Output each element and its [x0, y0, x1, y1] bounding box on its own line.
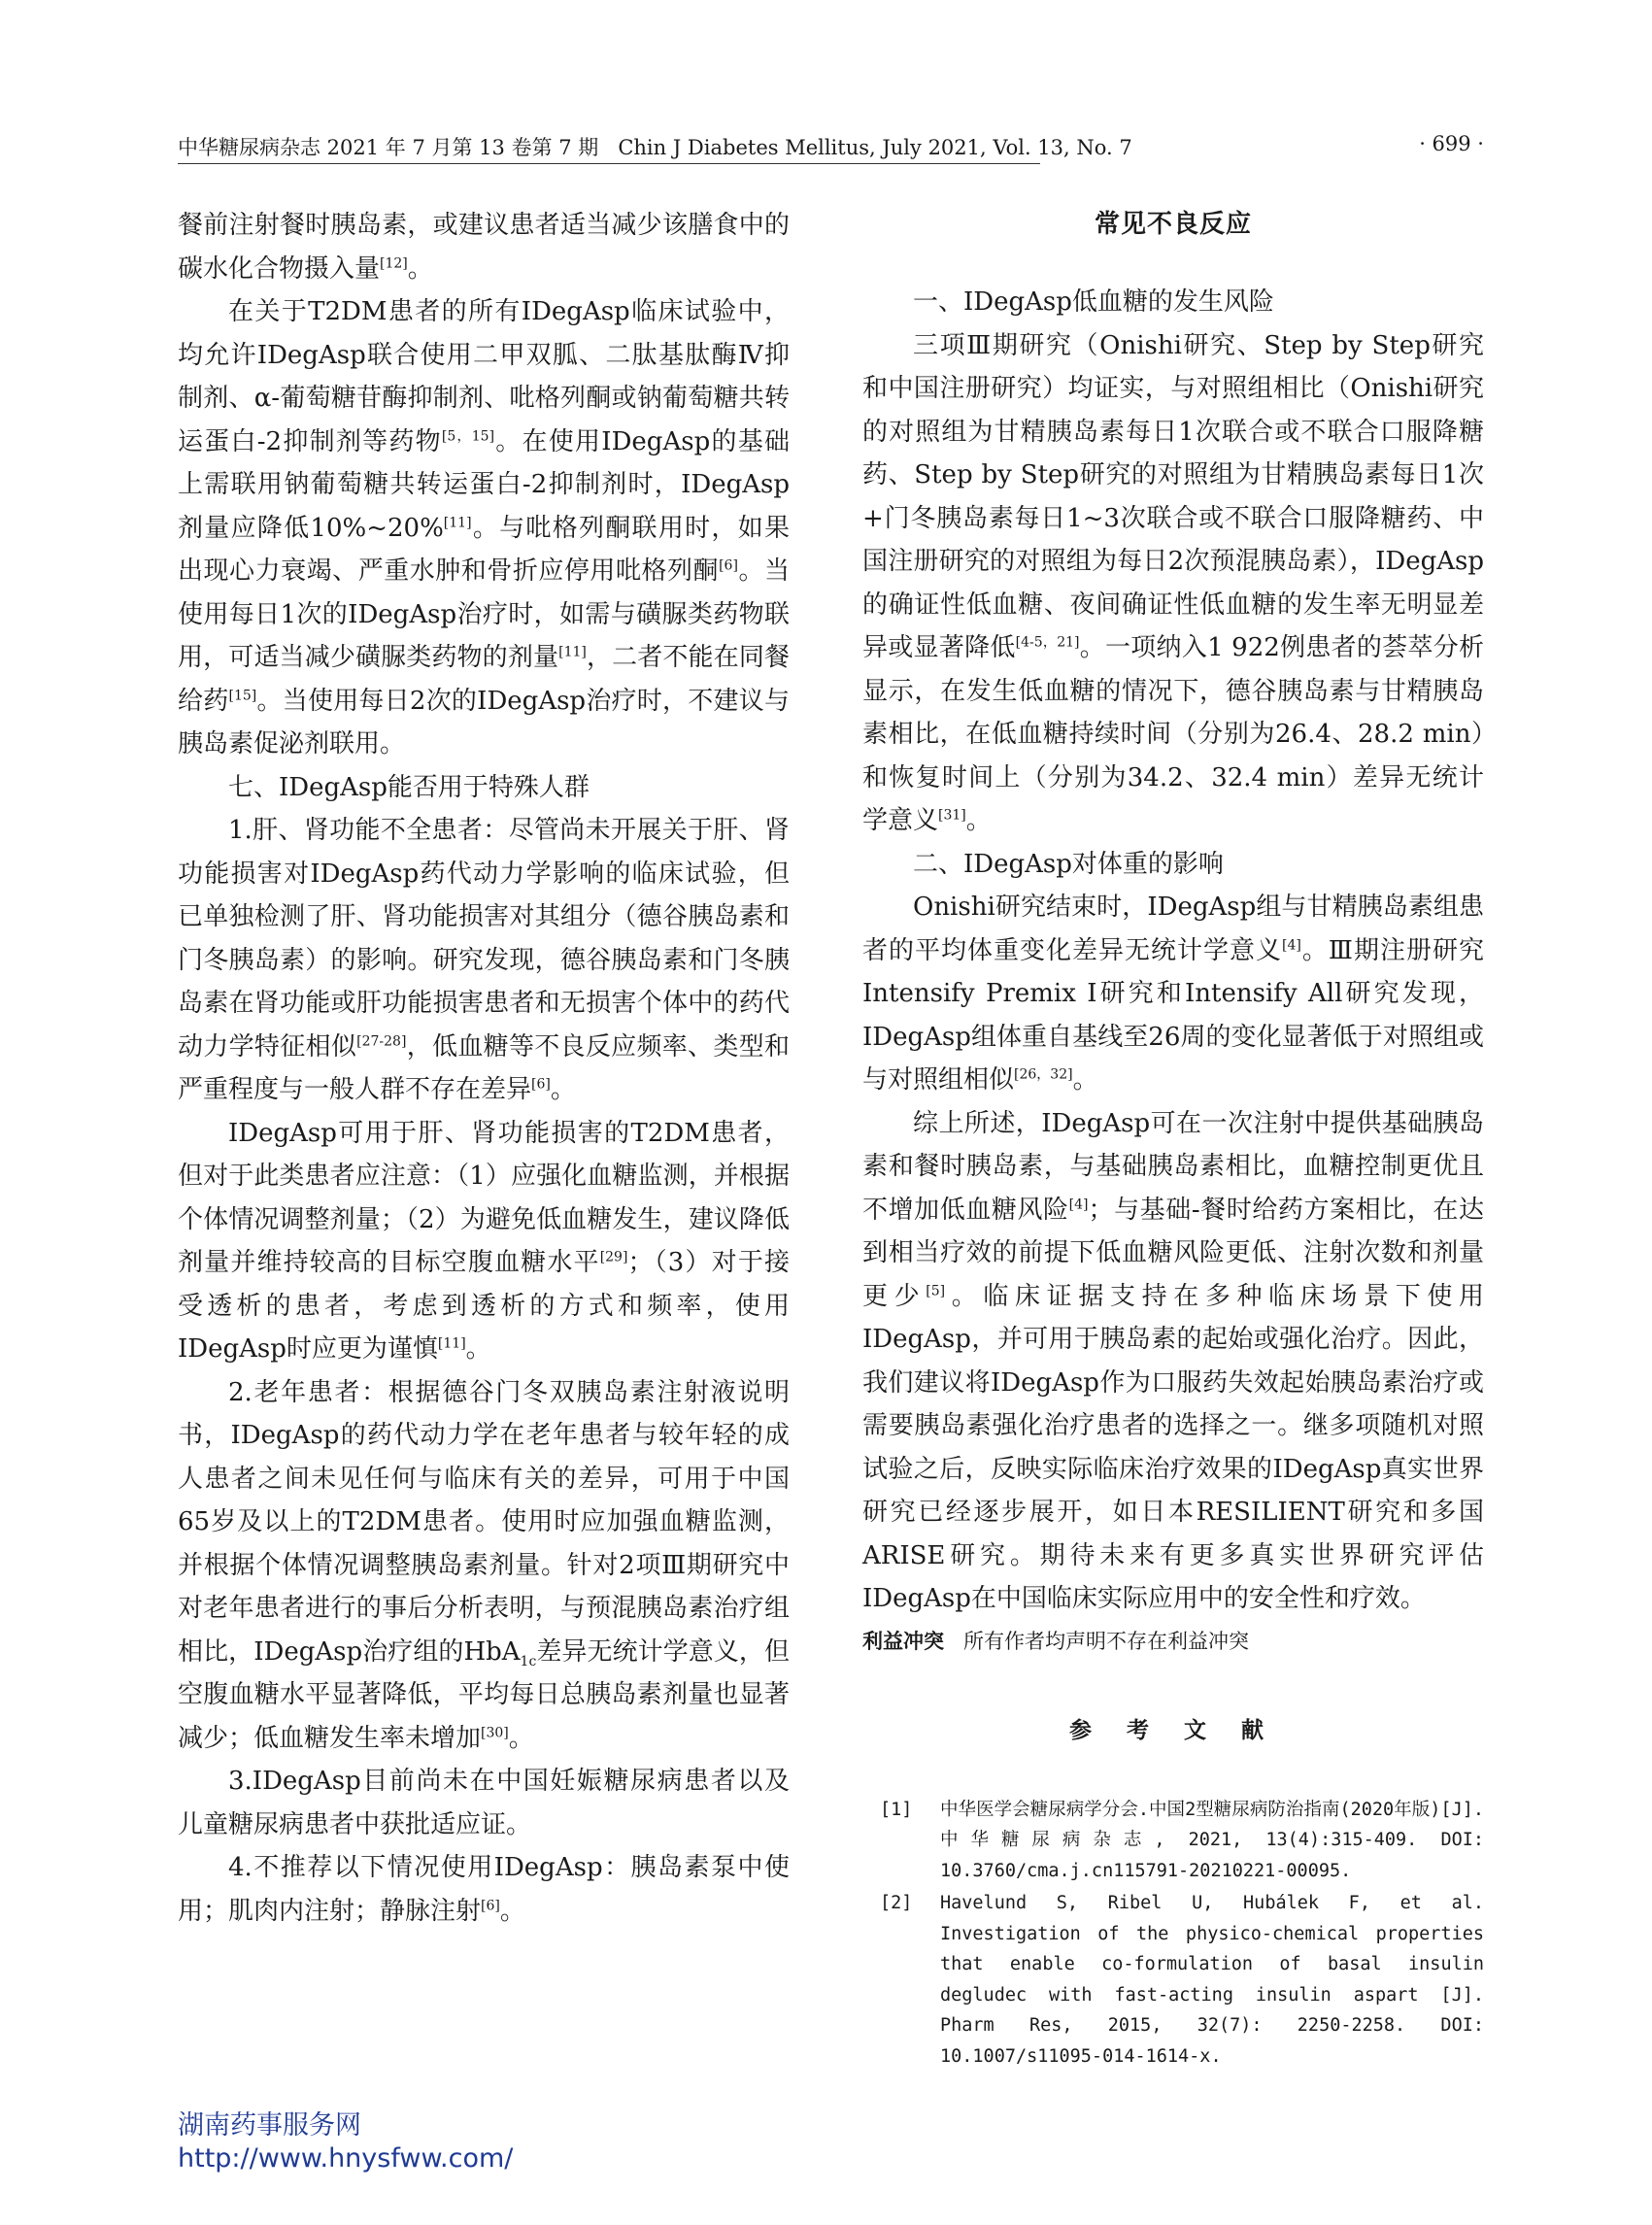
journal-title-cn: 中华糖尿病杂志 2021 年 7 月第 13 卷第 7 期: [178, 136, 599, 159]
subsection-heading-1: 一、IDegAsp低血糖的发生风险: [913, 287, 1274, 317]
paragraph: 2.老年患者：根据德谷门冬双胰岛素注射液说明书，IDegAsp的药代动力学在老年患者与较年轻的成人患者之间未见任何与临床有关的差异，可用于中国65岁及以上的T2DM患者。使用时应加强血糖监测，并根据个体情况调整胰岛素剂量。针对2项Ⅲ期研究中对老年患者进行的事后分析表明，与预混胰岛素治疗组相比，IDegAsp治疗组的HbA$_{1c}$差异无统计学意义，但空腹血糖水平显著降低，平均每日总胰岛素剂量也显著减少；低血糖发生率未增加[30]。: [178, 1377, 790, 1753]
running-header: [178, 132, 1484, 163]
paragraph: 3.IDegAsp目前尚未在中国妊娠糖尿病患者以及儿童糖尿病患者中获批适应证。: [178, 1767, 790, 1839]
paragraph: 1.肝、肾功能不全患者：尽管尚未开展关于肝、肾功能损害对IDegAsp药代动力学影响的临床试验，但已单独检测了肝、肾功能损害对其组分（德谷胰岛素和门冬胰岛素）的影响。研究发现，德谷胰岛素和门冬胰岛素在肾功能或肝功能损害患者和无损害个体中的药代动力学特征相似[27-28]，低血糖等不良反应频率、类型和严重程度与一般人群不存在差异[6]。: [178, 816, 790, 1104]
reference-number: [2]: [880, 1893, 913, 1913]
citation: [11]: [437, 1335, 466, 1352]
citation: [4]: [1282, 936, 1301, 953]
coi-label: 利益冲突: [862, 1629, 944, 1653]
subsection-heading-2: 二、IDegAsp对体重的影响: [913, 849, 1224, 879]
citation: [6]: [719, 557, 738, 574]
citation: [11]: [558, 644, 587, 660]
citation: [27-28]: [356, 1032, 407, 1049]
paragraph: IDegAsp可用于肝、肾功能损害的T2DM患者，但对于此类患者应注意：（1）应强化血糖监测，并根据个体情况调整剂量；（2）为避免低血糖发生，建议降低剂量并维持较高的目标空腹血糖水平[29]；（3）对于接受透析的患者，考虑到透析的方式和频率，使用IDegAsp时应更为谨慎[11]。: [178, 1118, 790, 1364]
references-title: 参 考 文 献: [1068, 1717, 1278, 1743]
citation: [26，32]: [1014, 1066, 1073, 1083]
coi-text: 所有作者均声明不存在利益冲突: [963, 1629, 1249, 1653]
site-name: 湖南药事服务网: [178, 2110, 361, 2141]
citation: [12]: [380, 254, 408, 271]
left-column: [178, 204, 790, 1933]
citation: [4]: [1068, 1196, 1089, 1212]
paragraph: 4.不推荐以下情况使用IDegAsp：胰岛素泵中使用；肌肉内注射；静脉注射[6]。: [178, 1853, 790, 1926]
citation: [5，15]: [441, 427, 495, 444]
section-title: 常见不良反应: [1094, 210, 1252, 239]
header-rule: [178, 163, 1040, 164]
citation: [11]: [443, 514, 472, 530]
citation: [4-5，21]: [1015, 634, 1080, 651]
paragraph: 综上所述，IDegAsp可在一次注射中提供基础胰岛素和餐时胰岛素，与基础胰岛素相比，血糖控制更优且不增加低血糖风险[4]；与基础-餐时给药方案相比，在达到相当疗效的前提下低血糖风险更低、注射次数和剂量更少[5]。临床证据支持在多种临床场景下使用IDegAsp，并可用于胰岛素的起始或强化治疗。因此，我们建议将IDegAsp作为口服药失效起始胰岛素治疗或需要胰岛素强化治疗患者的选择之一。继多项随机对照试验之后，反映实际临床治疗效果的IDegAsp真实世界研究已经逐步展开，如日本RESILIENT研究和多国ARISE研究。期待未来有更多真实世界研究评估IDegAsp在中国临床实际应用中的安全性和疗效。: [862, 1108, 1484, 1613]
reference-text: 中华医学会糖尿病学分会.中国2型糖尿病防治指南(2020年版)[J]. 中华糖尿病杂志, 2021, 13(4):315-409. DOI: 10.3760/cma.j.cn115791-20210221-00095.: [940, 1799, 1484, 1881]
conflict-of-interest: [862, 1627, 1484, 1656]
citation: [6]: [481, 1897, 500, 1913]
site-url[interactable]: http://www.hnysfww.com/: [178, 2143, 514, 2174]
journal-title-en: Chin J Diabetes Mellitus, July 2021, Vol. 13, No. 7: [618, 136, 1132, 159]
paragraph: 餐前注射餐时胰岛素，或建议患者适当减少该膳食中的碳水化合物摄入量[12]。: [178, 211, 790, 284]
citation: [5]: [926, 1282, 946, 1298]
subscript: 1c: [520, 1653, 537, 1669]
paragraph: 在关于T2DM患者的所有IDegAsp临床试验中，均允许IDegAsp联合使用二甲双胍、二肽基肽酶Ⅳ抑制剂、α-葡萄糖苷酶抑制剂、吡格列酮或钠葡萄糖共转运蛋白-2抑制剂等药物[5，15]。在使用IDegAsp的基础上需联用钠葡萄糖共转运蛋白-2抑制剂时，IDegAsp剂量应降低10%~20%[11]。与吡格列酮联用时，如果出现心力衰竭、严重水肿和骨折应停用吡格列酮[6]。当使用每日1次的IDegAsp治疗时，如需与磺脲类药物联用，可适当减少磺脲类药物的剂量[11]，二者不能在同餐给药[15]。当使用每日2次的IDegAsp治疗时，不建议与胰岛素促泌剂联用。: [178, 297, 790, 759]
reference-number: [1]: [880, 1799, 913, 1820]
page-number: · 699 ·: [1419, 132, 1484, 155]
citation: [6]: [531, 1076, 551, 1093]
paragraph: Onishi研究结束时，IDegAsp组与甘精胰岛素组患者的平均体重变化差异无统计学意义[4]。Ⅲ期注册研究Intensify Premix Ⅰ研究和Intensify All研究发现，IDegAsp组体重自基线至26周的变化显著低于对照组或与对照组相似[26，32]。: [862, 893, 1484, 1095]
paragraph: 三项Ⅲ期研究（Onishi研究、Step by Step研究和中国注册研究）均证实，与对照组相比（Onishi研究的对照组为甘精胰岛素每日1次联合或不联合口服降糖药、Step by Step研究的对照组为甘精胰岛素每日1次+门冬胰岛素每日1~3次联合或不联合口服降糖药、中国注册研究的对照组为每日2次预混胰岛素），IDegAsp的确证性低血糖、夜间确证性低血糖的发生率无明显差异或显著降低[4-5，21]。一项纳入1 922例患者的荟萃分析显示，在发生低血糖的情况下，德谷胰岛素与甘精胰岛素相比，在低血糖持续时间（分别为26.4、28.2 min）和恢复时间上（分别为34.2、32.4 min）差异无统计学意义[31]。: [862, 330, 1484, 835]
reference-item: [862, 1795, 1484, 1887]
citation: [31]: [938, 807, 966, 824]
citation: [29]: [599, 1249, 628, 1265]
right-column: [862, 204, 1484, 2073]
section-heading-7: 七、IDegAsp能否用于特殊人群: [228, 772, 590, 802]
citation: [15]: [228, 687, 257, 703]
citation: [30]: [481, 1724, 509, 1740]
watermark-footer: [178, 2109, 513, 2175]
reference-item: [862, 1888, 1484, 2072]
reference-text: Havelund S, Ribel U, Hubálek F, et al. Investigation of the physico-chemical properties that enable co-formulation of basal insulin degludec with fast-acting insulin aspart [J]. Pharm Res, 2015, 32(7): 2250-2258. DOI: 10.1007/s11095-014-1614-x.: [940, 1893, 1484, 2067]
